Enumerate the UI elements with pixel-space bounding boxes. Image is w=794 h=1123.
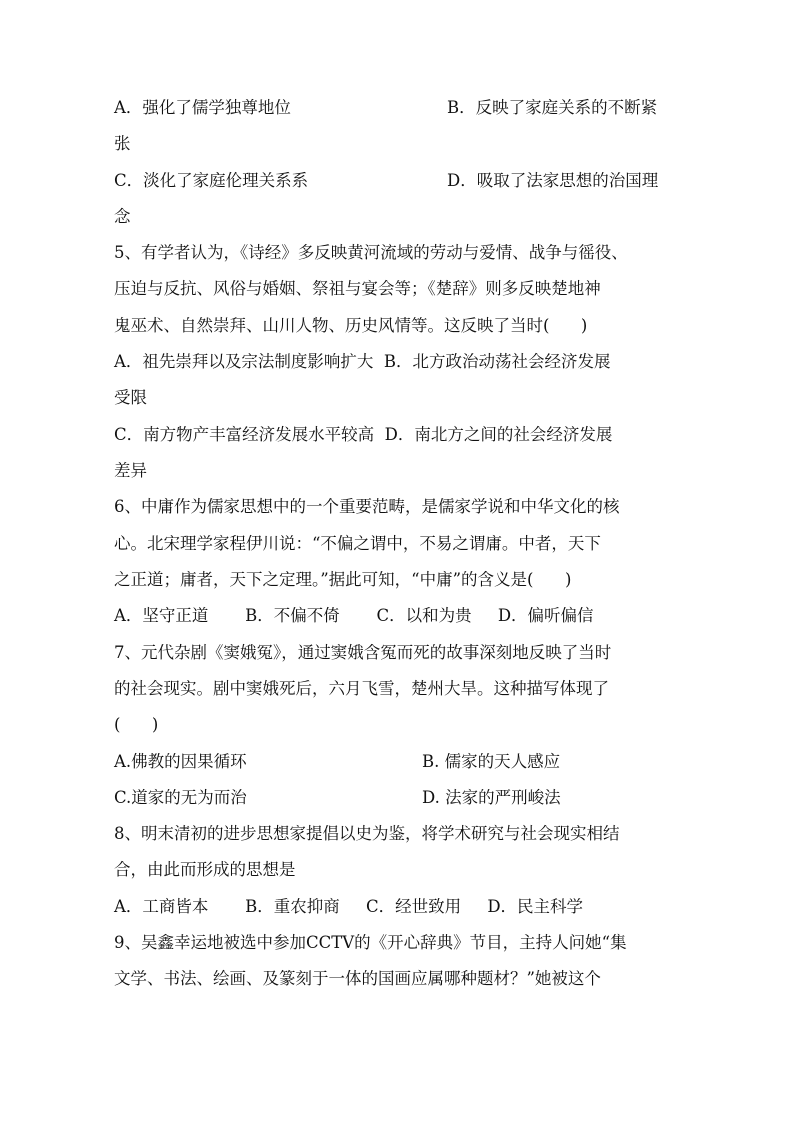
q8-stem-line: 8、明末清初的进步思想家提倡以史为鉴，将学术研究与社会现实相结 [114, 824, 620, 843]
q5-options-ab: A．祖先崇拜以及宗法制度影响扩大 B．北方政治动荡社会经济发展 [114, 352, 611, 371]
q7-option-c: C.道家的无为而治 [114, 788, 247, 807]
q5-options-cd-wrap: 差异 [114, 461, 147, 480]
q8-options: A．工商皆本 B．重农抑商 C．经世致用 D．民主科学 [114, 897, 584, 916]
q6-stem-line: 心。北宋理学家程伊川说：“不偏之谓中，不易之谓庸。中者，天下 [114, 534, 601, 553]
q9-stem-line: 文学、书法、绘画、及篆刻于一体的国画应属哪种题材？”她被这个 [114, 969, 601, 988]
q4-option-d-wrap: 念 [114, 207, 131, 226]
q7-stem-line: ( ) [114, 715, 159, 734]
q8-stem-line: 合，由此而形成的思想是 [114, 860, 296, 879]
q6-stem-line: 之正道；庸者，天下之定理。”据此可知，“中庸”的含义是( ) [114, 570, 572, 589]
q5-options-ab-wrap: 受限 [114, 388, 147, 407]
q4-option-c: C．淡化了家庭伦理关系系 [114, 171, 309, 190]
q5-stem-line: 5、有学者认为，《诗经》多反映黄河流域的劳动与爱情、战争与徭役、 [114, 243, 628, 262]
q5-options-cd: C．南方物产丰富经济发展水平较高 D．南北方之间的社会经济发展 [114, 425, 613, 444]
q6-options: A．坚守正道 B．不偏不倚 C．以和为贵 D．偏听偏信 [114, 606, 594, 625]
q7-option-a: A.佛教的因果循环 [114, 752, 247, 771]
q4-option-b-wrap: 张 [114, 134, 131, 153]
q7-option-d: D. 法家的严刑峻法 [422, 788, 561, 807]
q5-stem-line: 鬼巫术、自然崇拜、山川人物、历史风情等。这反映了当时( ) [114, 316, 588, 335]
q4-option-a: A．强化了儒学独尊地位 [114, 98, 291, 117]
q7-stem-line: 的社会现实。剧中窦娥死后，六月飞雪，楚州大旱。这种描写体现了 [114, 679, 609, 698]
q5-stem-line: 压迫与反抗、风俗与婚姻、祭祖与宴会等；《楚辞》则多反映楚地神 [114, 279, 601, 298]
q4-option-d: D．吸取了法家思想的治国理 [447, 171, 659, 190]
q7-option-b: B. 儒家的天人感应 [422, 752, 561, 771]
q4-option-b: B．反映了家庭关系的不断紧 [447, 98, 658, 117]
q6-stem-line: 6、中庸作为儒家思想中的一个重要范畴，是儒家学说和中华文化的核 [114, 497, 620, 516]
q7-stem-line: 7、元代杂剧《窦娥冤》，通过窦娥含冤而死的故事深刻地反映了当时 [114, 643, 612, 662]
q9-stem-line: 9、吴鑫幸运地被选中参加CCTV的《开心辞典》节目，主持人问她“集 [114, 933, 627, 952]
